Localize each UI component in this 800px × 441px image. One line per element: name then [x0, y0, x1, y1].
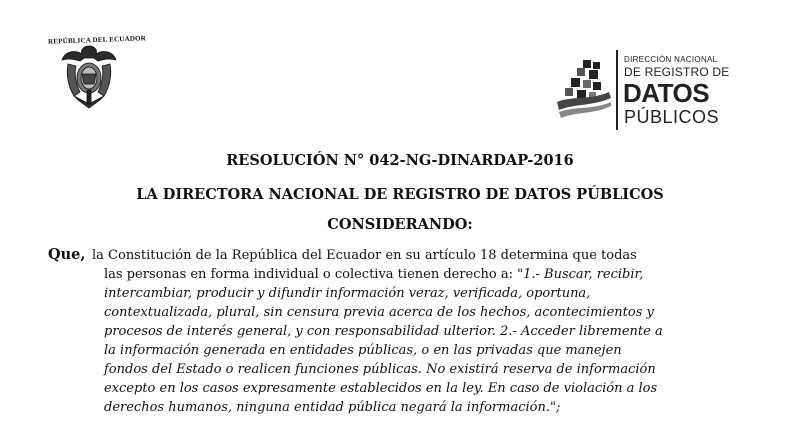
body-line-2-normal: las personas en forma individual o colectiva tienen derecho a: [104, 267, 518, 282]
body-line-2 [104, 267, 643, 282]
considering-heading: CONSIDERANDO: [327, 216, 473, 233]
body-line-9: derechos humanos, ninguna entidad pública negará la información."; [104, 400, 561, 415]
logo-line-4: PÚBLICOS [624, 107, 720, 127]
logo-line-3: DATOS [623, 78, 710, 108]
body-line-8: excepto en los casos expresamente establecidos en la ley. En caso de violación a los [104, 381, 658, 396]
authority-heading: LA DIRECTORA NACIONAL DE REGISTRO DE DATOS PÚBLICOS [136, 186, 664, 203]
body-line-4: contextualizada, plural, sin censura previa acerca de los hechos, acontecimientos y [104, 305, 654, 320]
body-line-6: la información generada en entidades públicas, o en las privadas que manejen [104, 343, 622, 358]
body-line-2-italic: "1.- Buscar, recibir, [517, 267, 644, 282]
clause-word: Que, [48, 246, 86, 263]
body-line-7: fondos del Estado o realicen funciones públicas. No existirá reserva de información [104, 362, 656, 377]
coat-of-arms-icon [60, 44, 118, 110]
dinardap-logo-icon [553, 56, 615, 126]
body-line-1: la Constitución de la República del Ecuador en su artículo 18 determina que todas [92, 248, 637, 263]
body-line-3: intercambiar, producir y difundir información veraz, verificada, oportuna, [104, 286, 591, 301]
logo-line-2: DE REGISTRO DE [624, 65, 730, 79]
institution-logo-text [616, 50, 736, 130]
logo-line-1: DIRECCIÓN NACIONAL [624, 55, 718, 64]
body-line-5: procesos de interés general, y con responsabilidad ulterior. 2.- Acceder libremente a [104, 324, 663, 339]
resolution-title: RESOLUCIÓN N° 042-NG-DINARDAP-2016 [226, 152, 574, 169]
republic-label: REPÚBLICA DEL ECUADOR [47, 34, 147, 46]
